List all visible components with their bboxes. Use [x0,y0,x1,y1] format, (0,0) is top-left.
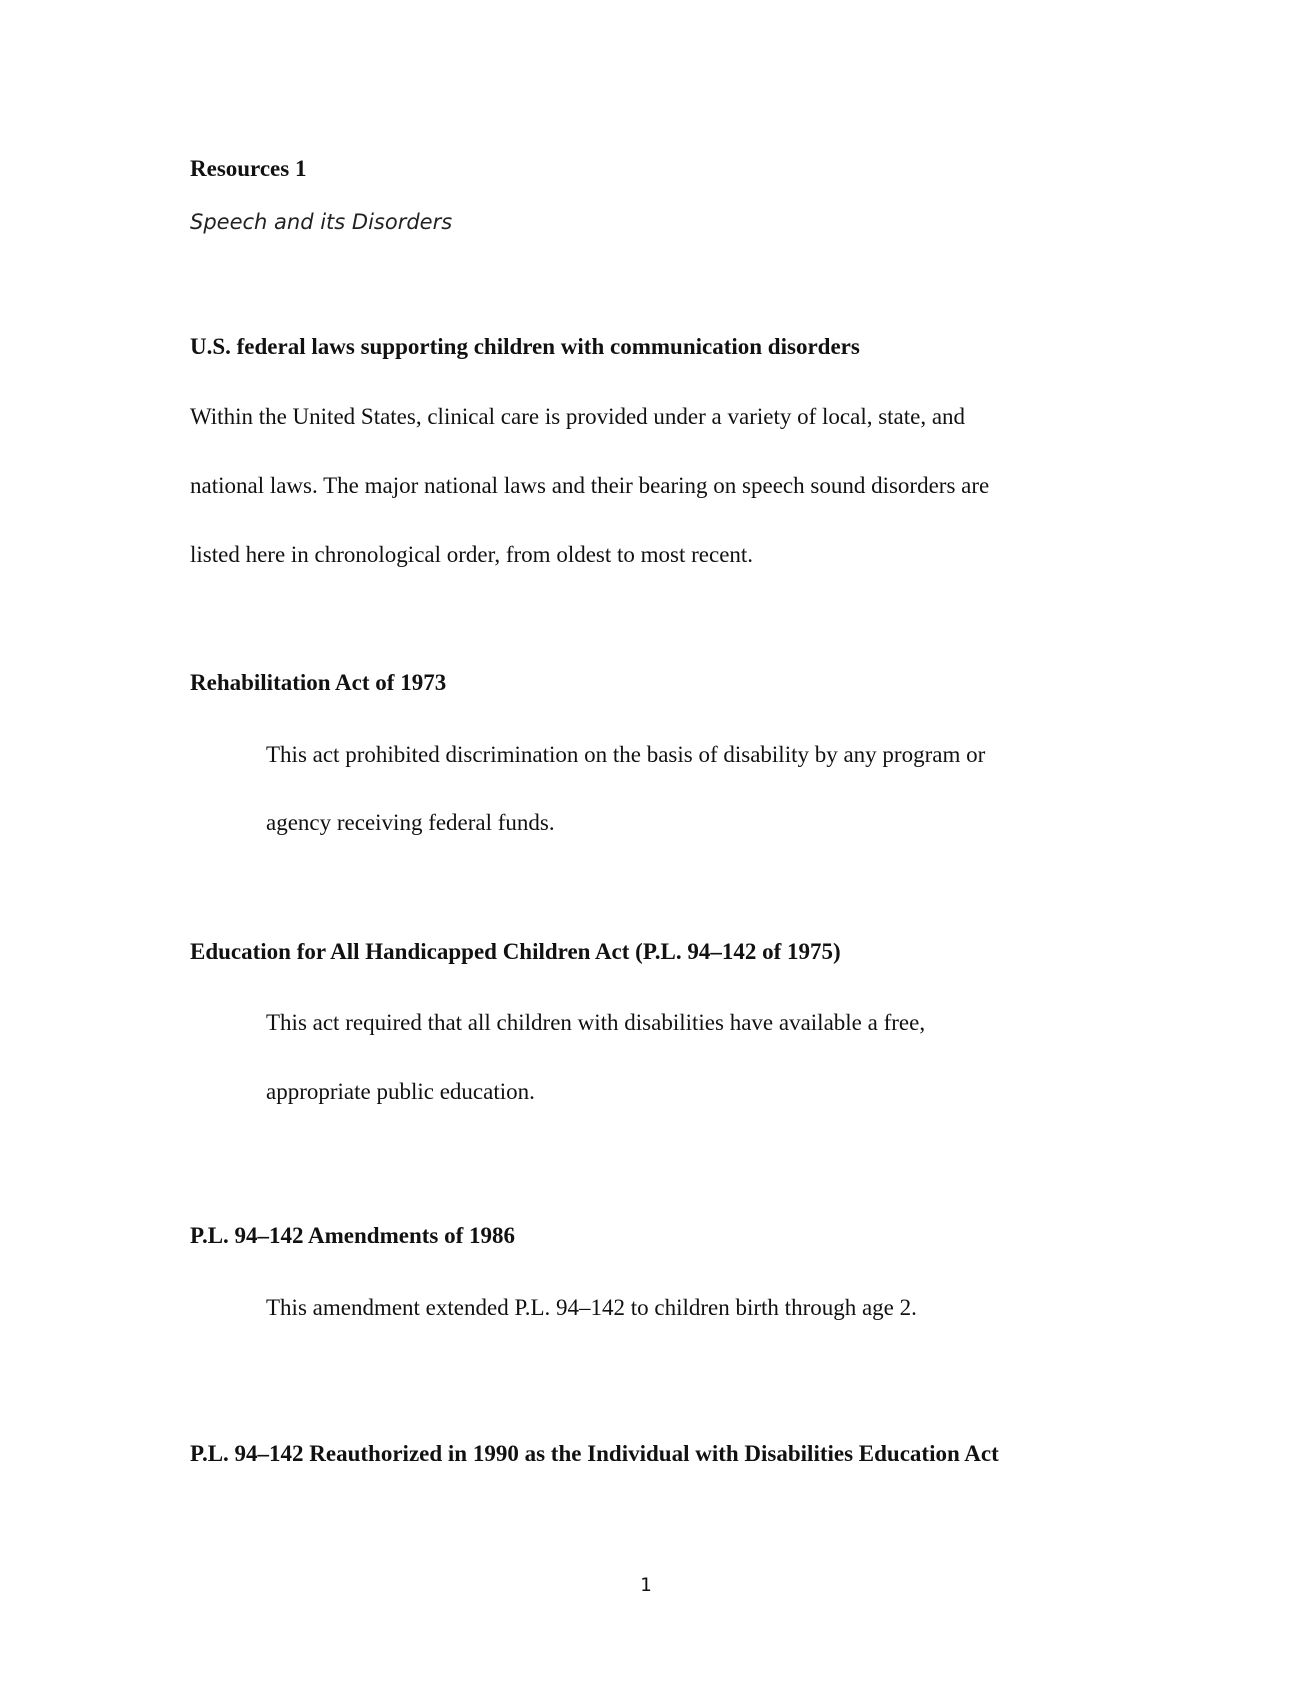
intro-paragraph-line: national laws. The major national laws and their bearing on speech sound disorders are [190,473,990,498]
law-description-line: This act required that all children with disabilities have available a free, [266,1010,926,1035]
intro-paragraph-line: Within the United States, clinical care is provided under a variety of local, state, and [190,404,966,429]
law-description-line: This amendment extended P.L. 94–142 to children birth through age 2. [266,1295,917,1320]
law-heading-amendments-1986: P.L. 94–142 Amendments of 1986 [190,1223,515,1248]
page-number: 1 [640,1574,652,1596]
law-description-line: appropriate public education. [266,1079,535,1104]
law-description-line: agency receiving federal funds. [266,810,555,835]
section-heading-federal-laws: U.S. federal laws supporting children with communication disorders [190,334,860,359]
law-heading-reauthorized-1990: P.L. 94–142 Reauthorized in 1990 as the Individual with Disabilities Education Act [190,1441,999,1466]
intro-paragraph-line: listed here in chronological order, from oldest to most recent. [190,542,754,567]
law-description-line: This act prohibited discrimination on the basis of disability by any program or [266,742,986,767]
document-subtitle: Speech and its Disorders [190,210,453,234]
document-title: Resources 1 [190,156,307,181]
law-heading-education-for-all-act: Education for All Handicapped Children Act (P.L. 94–142 of 1975) [190,939,841,964]
law-heading-rehabilitation-act: Rehabilitation Act of 1973 [190,670,447,695]
